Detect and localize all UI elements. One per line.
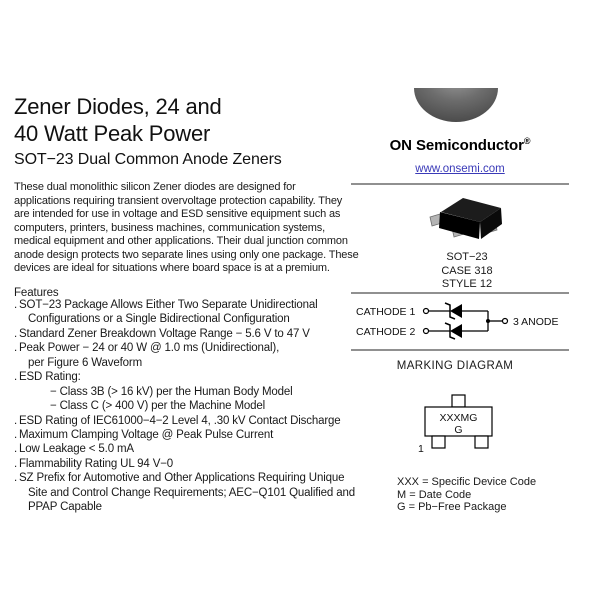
- features-list: [14, 299, 355, 516]
- feature-line: [14, 299, 355, 313]
- feature-text: Flammability Rating UL 94 V−0: [19, 457, 174, 470]
- intro-line: applications requiring transient overvoltage protection capability. They: [14, 194, 343, 207]
- feature-text: − Class 3B (> 16 kV) per the Human Body Model: [50, 385, 293, 398]
- feature-text: Maximum Clamping Voltage @ Peak Pulse Current: [19, 428, 274, 441]
- intro-line: devices are ideal for situations where board space is at a premium.: [14, 262, 330, 274]
- divider-rule: [351, 183, 569, 185]
- sot23-package-3d-image: [425, 192, 520, 250]
- zener-diode-symbol: [450, 324, 462, 338]
- feature-text: Configurations or a Single Bidirectional Configuration: [28, 313, 290, 326]
- page-title: [14, 93, 222, 147]
- feature-text: − Class C (> 400 V) per the Machine Model: [50, 400, 266, 413]
- feature-line: [14, 342, 355, 356]
- marking-diagram-heading: MARKING DIAGRAM: [396, 360, 514, 372]
- feature-line: [14, 458, 355, 472]
- pin1-label: 1: [418, 443, 424, 455]
- feature-line: [14, 443, 355, 457]
- on-logo-ball-icon: [414, 88, 498, 122]
- feature-line: [14, 328, 355, 342]
- bullet-dot-icon: .: [14, 428, 18, 441]
- intro-line: computers, printers, business machines, communication systems,: [14, 221, 326, 234]
- marking-bottom-pin: [475, 436, 488, 448]
- bullet-dot-icon: .: [14, 457, 18, 470]
- feature-line: [14, 487, 355, 501]
- feature-text: Low Leakage < 5.0 mA: [19, 443, 134, 456]
- feature-text: ESD Rating of IEC61000−4−2 Level 4, .30 kV Contact Discharge: [19, 414, 341, 427]
- brand-name: [352, 136, 568, 154]
- terminal-circle: [424, 309, 429, 314]
- feature-text: SOT−23 Package Allows Either Two Separate Unidirectional: [19, 299, 318, 311]
- feature-line: [14, 371, 355, 385]
- bullet-dot-icon: .: [14, 342, 18, 355]
- page-title-line2: 40 Watt Peak Power: [14, 121, 211, 146]
- intro-paragraph: [14, 181, 359, 276]
- bullet-dot-icon: .: [14, 371, 18, 384]
- package-case: CASE 318: [441, 264, 493, 277]
- feature-line: [14, 415, 355, 429]
- bullet-dot-icon: .: [14, 299, 18, 311]
- feature-text: PPAP Capable: [28, 501, 102, 514]
- marking-top-pin: [452, 395, 465, 407]
- marking-code-line1: XXXMG: [439, 412, 478, 424]
- bullet-dot-icon: .: [14, 327, 18, 340]
- feature-text: SZ Prefix for Automotive and Other Applications Requiring Unique: [19, 472, 345, 485]
- cathode2-label: CATHODE 2: [356, 326, 416, 338]
- feature-line: [14, 501, 355, 515]
- bullet-dot-icon: .: [14, 472, 18, 485]
- package-name: SOT−23: [446, 251, 488, 263]
- feature-line: [14, 386, 355, 400]
- marking-bottom-pin: [432, 436, 445, 448]
- package-style: STYLE 12: [441, 278, 493, 290]
- intro-line: are intended for use in voltage and ESD sensitive equipment such as: [14, 208, 341, 220]
- intro-line: These dual monolithic silicon Zener diodes are designed for: [14, 181, 296, 193]
- website-link[interactable]: www.onsemi.com: [415, 163, 505, 175]
- schematic-diagram: [352, 296, 600, 350]
- anode-label: 3 ANODE: [513, 316, 559, 328]
- package-labels: [360, 251, 574, 292]
- bullet-dot-icon: .: [14, 443, 18, 456]
- page-subtitle: SOT−23 Dual Common Anode Zeners: [14, 151, 282, 168]
- page-title-line1: Zener Diodes, 24 and: [14, 94, 222, 119]
- brand-name-text: ON Semiconductor: [389, 137, 524, 154]
- cathode1-label: CATHODE 1: [356, 306, 416, 318]
- divider-rule: [351, 292, 569, 294]
- zener-diode-symbol: [450, 304, 462, 318]
- feature-line: [14, 400, 355, 414]
- marking-legend: [397, 476, 536, 514]
- marking-code-line2: G: [454, 424, 463, 436]
- feature-line: [14, 313, 355, 327]
- feature-line: [14, 472, 355, 486]
- legend-line: XXX = Specific Device Code: [397, 476, 537, 488]
- feature-text: Standard Zener Breakdown Voltage Range − 5.6 V to 47 V: [19, 327, 310, 340]
- feature-line: [14, 429, 355, 443]
- intro-line: medical equipment and other applications. Their dual junction common: [14, 235, 348, 247]
- feature-text: Peak Power − 24 or 40 W @ 1.0 ms (Unidirectional),: [19, 342, 280, 355]
- feature-text: per Figure 6 Waveform: [28, 356, 143, 369]
- terminal-circle: [424, 329, 429, 334]
- feature-text: ESD Rating:: [19, 371, 81, 384]
- divider-rule: [351, 349, 569, 351]
- feature-text: Site and Control Change Requirements; AEC−Q101 Qualified and: [28, 486, 355, 499]
- intro-line: anode design protects two separate lines using only one package. These: [14, 248, 359, 261]
- bullet-dot-icon: .: [14, 414, 18, 427]
- terminal-circle: [503, 319, 508, 324]
- legend-line: G = Pb−Free Package: [397, 501, 507, 514]
- feature-line: [14, 357, 355, 371]
- registered-mark: ®: [523, 136, 531, 146]
- marking-diagram-drawing: [413, 390, 505, 456]
- legend-line: M = Date Code: [397, 488, 472, 501]
- features-heading: Features: [14, 287, 59, 299]
